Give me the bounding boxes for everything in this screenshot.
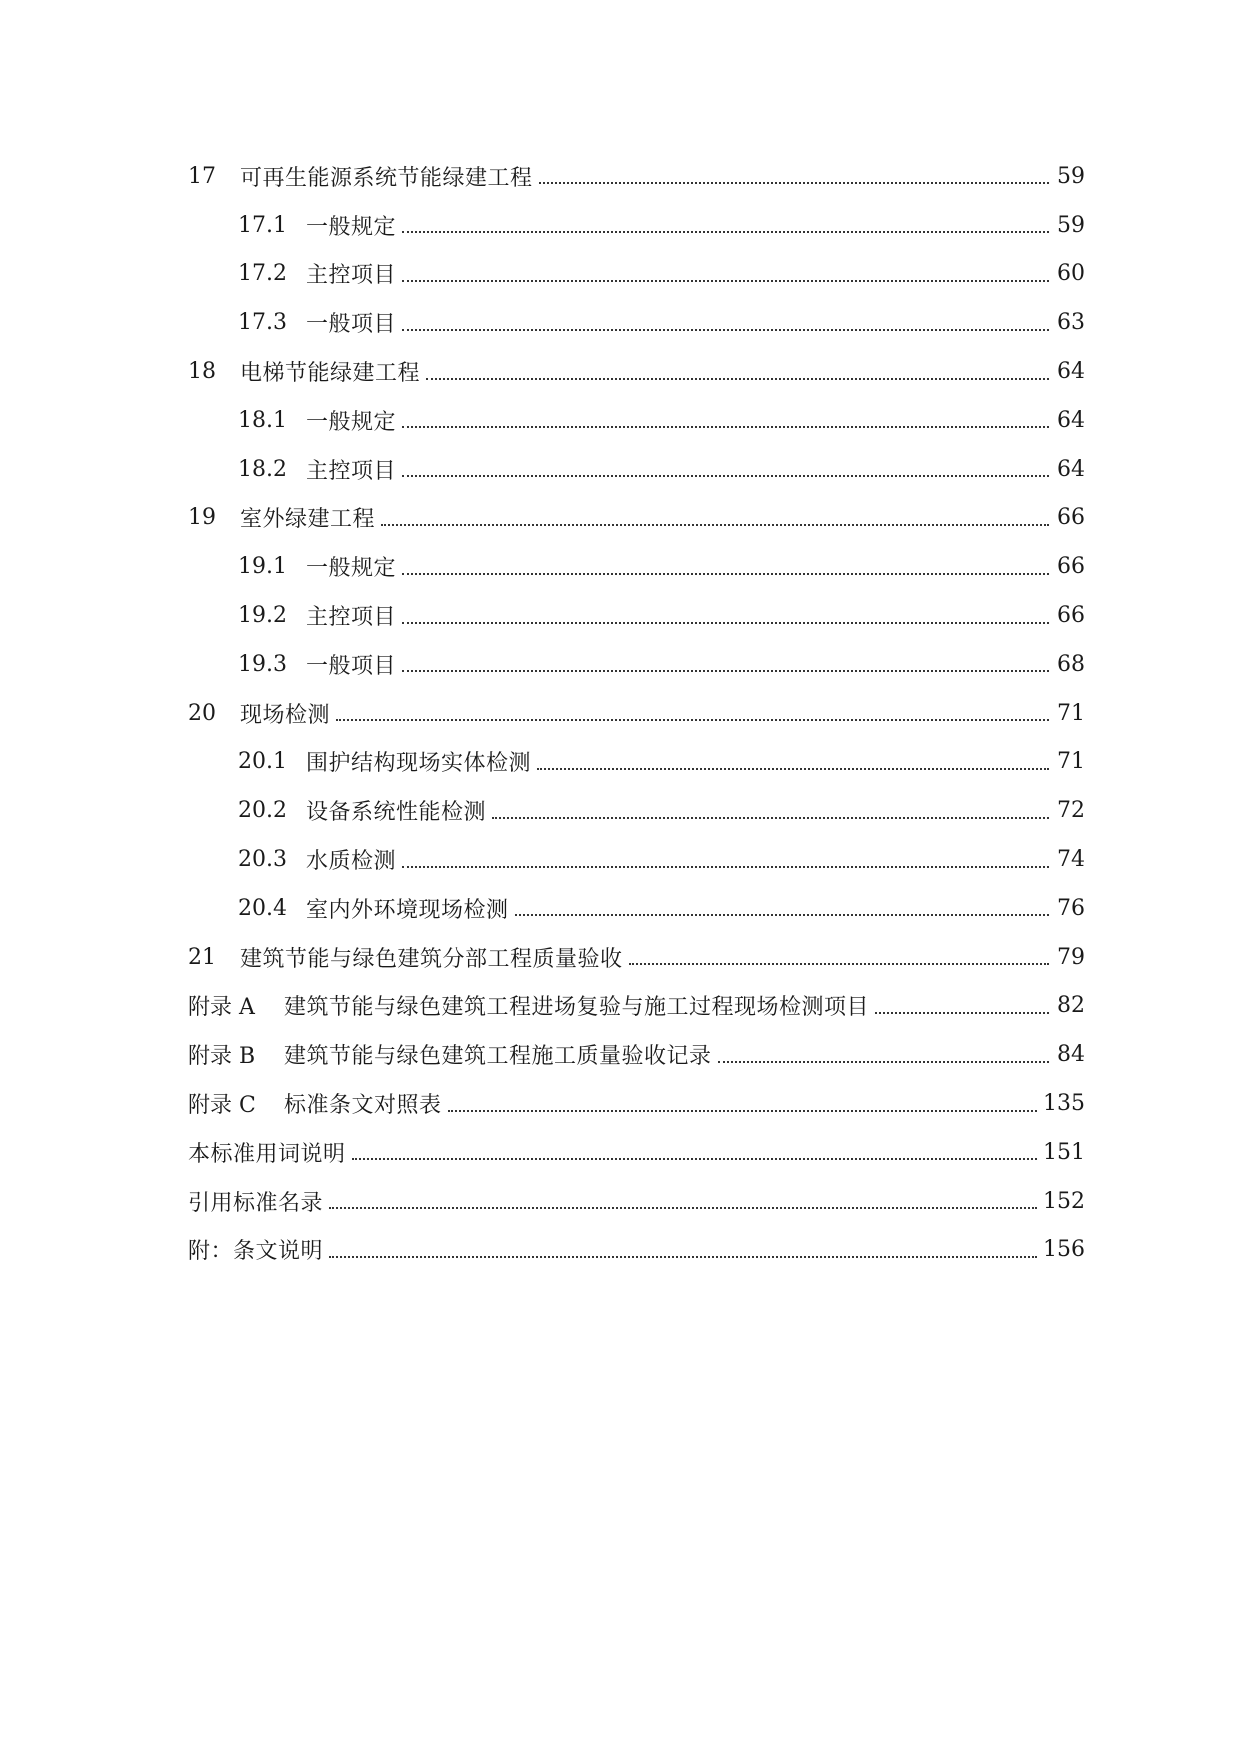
dot-leader (329, 1207, 1037, 1209)
toc-entry-page-number: 64 (1057, 407, 1085, 433)
toc-entry-number: 17.3 (238, 310, 287, 336)
toc-entry[interactable] (0, 1177, 1241, 1226)
toc-entry-title: 建筑节能与绿色建筑工程施工质量验收记录 (284, 1044, 712, 1070)
toc-entry-title: 围护结构现场实体检测 (306, 751, 532, 777)
toc-entry-number: 17.1 (238, 212, 287, 238)
dot-leader (352, 1158, 1037, 1160)
toc-entry[interactable] (0, 640, 1241, 689)
toc-entry-title: 标准条文对照表 (284, 1093, 442, 1119)
toc-entry-page-number: 59 (1057, 212, 1085, 238)
table-of-contents (0, 152, 1241, 1274)
dot-leader (402, 475, 1049, 477)
toc-entry-number: 20.2 (238, 798, 287, 824)
dot-leader (329, 1256, 1037, 1258)
toc-entry[interactable] (0, 1226, 1241, 1275)
dot-leader (402, 426, 1049, 428)
toc-entry-page-number: 151 (1043, 1139, 1085, 1165)
toc-entry-title: 主控项目 (306, 263, 397, 289)
toc-entry[interactable] (0, 494, 1241, 543)
dot-leader (402, 670, 1049, 672)
toc-entry-title: 附：条文说明 (188, 1239, 324, 1265)
toc-entry-page-number: 64 (1057, 359, 1085, 385)
toc-entry[interactable] (0, 347, 1241, 396)
toc-entry-number: 19.1 (238, 554, 287, 580)
dot-leader (402, 866, 1049, 868)
dot-leader (539, 182, 1049, 184)
toc-entry-page-number: 135 (1043, 1091, 1085, 1117)
toc-entry-title: 一般规定 (306, 556, 397, 582)
toc-entry[interactable] (0, 201, 1241, 250)
dot-leader (402, 280, 1049, 282)
toc-entry-title: 一般规定 (306, 409, 397, 435)
toc-entry-number: 20 (188, 700, 216, 726)
toc-entry-page-number: 63 (1057, 310, 1085, 336)
dot-leader (426, 378, 1049, 380)
toc-entry[interactable] (0, 835, 1241, 884)
toc-entry[interactable] (0, 933, 1241, 982)
toc-entry[interactable] (0, 1030, 1241, 1079)
toc-entry-title: 水质检测 (306, 849, 397, 875)
toc-entry[interactable] (0, 396, 1241, 445)
toc-entry-number: 20.4 (238, 895, 287, 921)
toc-entry-number: 17.2 (238, 261, 287, 287)
toc-entry-number: 17 (188, 163, 216, 189)
toc-entry-page-number: 66 (1057, 505, 1085, 531)
toc-entry[interactable] (0, 445, 1241, 494)
toc-entry-title: 现场检测 (240, 702, 331, 728)
toc-entry-title: 可再生能源系统节能绿建工程 (240, 165, 533, 191)
dot-leader (515, 914, 1049, 916)
toc-entry-page-number: 66 (1057, 554, 1085, 580)
dot-leader (402, 231, 1049, 233)
dot-leader (402, 622, 1049, 624)
toc-entry[interactable] (0, 298, 1241, 347)
toc-entry-page-number: 76 (1057, 895, 1085, 921)
toc-entry-title: 本标准用词说明 (188, 1141, 346, 1167)
toc-entry[interactable] (0, 152, 1241, 201)
toc-entry-title: 电梯节能绿建工程 (240, 361, 421, 387)
toc-entry-page-number: 64 (1057, 456, 1085, 482)
toc-entry[interactable] (0, 1079, 1241, 1128)
toc-entry-title: 设备系统性能检测 (306, 800, 487, 826)
dot-leader (629, 963, 1049, 965)
toc-entry-title: 室内外环境现场检测 (306, 897, 509, 923)
toc-entry-number: 附录 B (188, 1044, 256, 1070)
toc-entry-title: 室外绿建工程 (240, 507, 376, 533)
toc-entry-number: 19.2 (238, 603, 287, 629)
toc-entry-number: 20.3 (238, 847, 287, 873)
toc-entry-number: 附录 A (188, 995, 255, 1021)
toc-entry-page-number: 79 (1057, 944, 1085, 970)
toc-entry-page-number: 74 (1057, 847, 1085, 873)
toc-entry[interactable] (0, 982, 1241, 1031)
toc-entry[interactable] (0, 1128, 1241, 1177)
toc-entry-page-number: 82 (1057, 993, 1085, 1019)
toc-entry-page-number: 71 (1057, 749, 1085, 775)
toc-entry-page-number: 72 (1057, 798, 1085, 824)
toc-entry-title: 一般规定 (306, 214, 397, 240)
toc-entry[interactable] (0, 591, 1241, 640)
toc-entry-number: 18 (188, 359, 216, 385)
toc-entry-page-number: 152 (1043, 1188, 1085, 1214)
toc-entry[interactable] (0, 250, 1241, 299)
toc-entry-number: 18.2 (238, 456, 287, 482)
dot-leader (402, 573, 1049, 575)
toc-entry-title: 一般项目 (306, 653, 397, 679)
toc-entry-page-number: 68 (1057, 651, 1085, 677)
dot-leader (402, 329, 1049, 331)
dot-leader (537, 768, 1049, 770)
toc-entry-page-number: 60 (1057, 261, 1085, 287)
dot-leader (448, 1110, 1037, 1112)
toc-entry[interactable] (0, 884, 1241, 933)
toc-entry-number: 18.1 (238, 407, 287, 433)
dot-leader (492, 817, 1049, 819)
toc-entry-page-number: 59 (1057, 163, 1085, 189)
toc-entry[interactable] (0, 738, 1241, 787)
toc-entry-title: 主控项目 (306, 458, 397, 484)
toc-entry-title: 引用标准名录 (188, 1190, 324, 1216)
toc-entry-number: 附录 C (188, 1093, 256, 1119)
toc-entry-page-number: 71 (1057, 700, 1085, 726)
toc-entry-number: 21 (188, 944, 216, 970)
toc-entry-number: 19.3 (238, 651, 287, 677)
dot-leader (381, 524, 1049, 526)
toc-entry-page-number: 156 (1043, 1237, 1085, 1263)
toc-entry-title: 主控项目 (306, 605, 397, 631)
dot-leader (875, 1012, 1049, 1014)
toc-entry-title: 建筑节能与绿色建筑分部工程质量验收 (240, 946, 623, 972)
dot-leader (336, 719, 1049, 721)
toc-entry-title: 建筑节能与绿色建筑工程进场复验与施工过程现场检测项目 (284, 995, 870, 1021)
toc-entry[interactable] (0, 689, 1241, 738)
toc-entry-page-number: 66 (1057, 603, 1085, 629)
toc-entry-title: 一般项目 (306, 312, 397, 338)
dot-leader (718, 1061, 1049, 1063)
toc-entry-number: 20.1 (238, 749, 287, 775)
toc-entry-number: 19 (188, 505, 216, 531)
toc-entry[interactable] (0, 542, 1241, 591)
toc-entry-page-number: 84 (1057, 1042, 1085, 1068)
toc-entry[interactable] (0, 786, 1241, 835)
